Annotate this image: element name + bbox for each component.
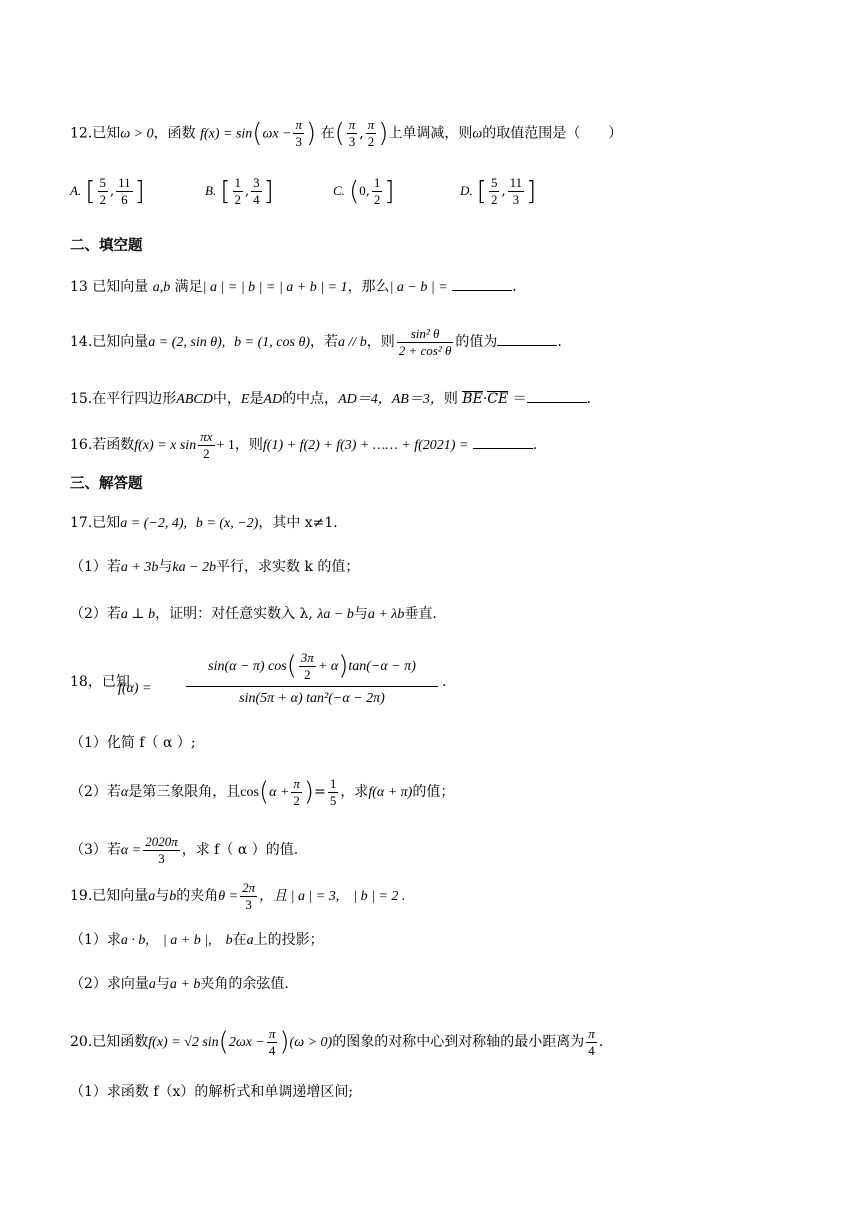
q18-denominator: sin(5π + α) tan²(−α − 2π) — [239, 691, 385, 706]
denominator: 2 — [99, 192, 106, 207]
q14-text2: ，若 — [309, 334, 338, 350]
q15-ad: AD — [263, 392, 283, 407]
bracket-right: ] — [384, 176, 395, 207]
question-18-part-3 — [70, 830, 800, 870]
q12-condition: ω > 0 — [120, 126, 154, 142]
q18-num-b: + α — [317, 659, 339, 674]
q18-p2-cos: cos — [240, 785, 259, 800]
denominator: 2 — [293, 792, 300, 808]
q13-text1: 13 已知向量 — [70, 279, 149, 295]
numerator: π — [367, 117, 375, 132]
q12-frac-pi3 — [293, 117, 304, 150]
q18-p2-frac — [291, 776, 302, 809]
q20-cond: (ω > 0) — [289, 1035, 333, 1050]
q17-p1-tail: 平行，求实数 k 的值； — [216, 559, 360, 575]
q17-p2-tail: 垂直. — [404, 606, 437, 622]
denominator: 3 — [348, 134, 356, 149]
q12-tail2: 的取值范围是（ ） — [482, 125, 623, 142]
paren-left: ( — [252, 118, 263, 149]
denominator: 2 + cos² θ — [398, 342, 452, 358]
q17-p2-expr: a ⊥ b — [120, 607, 156, 622]
q16-text1: 16.若函数 — [70, 437, 135, 453]
q19-head: 19.已知向量 — [70, 888, 149, 904]
denominator: 2 — [490, 192, 498, 207]
q17-p2-expr3: a + λb — [367, 607, 405, 622]
denominator: 3 — [512, 192, 520, 207]
choice-a[interactable]: A. [ $\frac{5}{2}$ , $\frac{11}{6}$ ] — [70, 175, 145, 207]
q19-p1-tail: 上的投影； — [253, 932, 324, 948]
q20-inner: 2ωx − — [228, 1035, 265, 1050]
q12-function: f(x) = sin — [200, 126, 253, 142]
q19-p1-mid: 在 — [232, 932, 247, 948]
question-19-part-2 — [70, 974, 800, 995]
q17-p2-mid: ，证明：对任意实数入 λ, — [155, 606, 313, 622]
q14-text1: 14.已知向量 — [70, 334, 149, 350]
q15-e: E — [240, 392, 250, 407]
q20-frac — [267, 1026, 278, 1059]
q13-text2: 满足 — [174, 279, 203, 295]
paren-left: ( — [334, 118, 345, 149]
bracket-left: ( — [349, 176, 360, 207]
q19-p2-a: a — [148, 977, 156, 992]
question-14 — [70, 322, 800, 362]
q19-p2-with: 与 — [155, 976, 170, 992]
q15-eq: ＝ — [512, 391, 527, 407]
choice-label: C. — [333, 183, 345, 198]
paren-right: ) — [279, 1027, 290, 1057]
paren-right: ) — [306, 118, 317, 149]
q14-text3: ，则 — [366, 334, 395, 350]
q17-vec-a: a = (−2, 4), — [120, 516, 187, 531]
frac — [508, 175, 525, 208]
q18-p3-alpha: α = — [120, 843, 142, 858]
numerator: 1 — [373, 175, 381, 190]
q13-end: . — [512, 279, 517, 295]
numerator: 11 — [509, 175, 523, 190]
question-19 — [70, 876, 800, 916]
numerator: 5 — [490, 175, 498, 190]
q15-text5: 则 — [443, 391, 458, 407]
choice-label: A. — [70, 183, 82, 198]
bracket-left: [ — [476, 176, 487, 207]
question-16 — [70, 425, 800, 465]
q17-p1-mid: 与 — [158, 559, 173, 575]
section-heading-solutions: 三、解答题 — [70, 476, 143, 492]
q18-p2-alpha: α — [120, 785, 129, 800]
q14-text4: 的值为 — [455, 334, 498, 350]
bracket-right: ] — [263, 176, 274, 207]
q12-frac-a — [347, 117, 358, 150]
numerator: 11 — [118, 175, 131, 190]
numerator: π — [295, 117, 302, 132]
q18-num-a: sin(α − π) cos — [208, 659, 287, 674]
q18-lhs: f(α) = — [118, 681, 152, 696]
denominator: 4 — [268, 1042, 276, 1058]
paren-left: ( — [218, 1027, 229, 1057]
numerator: 3 — [253, 175, 260, 190]
frac — [233, 175, 244, 208]
answer-blank[interactable] — [452, 276, 512, 291]
numerator: 2020π — [145, 833, 178, 849]
question-18-part-2 — [70, 772, 800, 812]
q18-p2-f: f(α + π) — [368, 785, 413, 800]
answer-blank[interactable] — [527, 388, 587, 403]
numerator: 3π — [300, 649, 314, 665]
q17-vec-b: b = (x, −2) — [195, 516, 259, 531]
answer-blank[interactable] — [497, 331, 557, 346]
q12-frac-b — [366, 117, 377, 150]
q18-numerator — [186, 646, 438, 687]
bracket-left: [ — [85, 176, 96, 207]
q12-mid: 在 — [320, 125, 335, 142]
q20-mid: 的图象的对称中心到对称轴的最小距离为 — [332, 1034, 585, 1050]
choice-c[interactable]: C. (0, $\frac{1}{2}$ ] — [333, 175, 395, 207]
q17-p1-expr1: a + 3b — [120, 560, 159, 575]
q15-end: . — [586, 391, 592, 407]
denominator: 3 — [295, 134, 302, 149]
q14-end: . — [557, 334, 562, 350]
paren-right: ) — [378, 118, 389, 149]
denominator: 3 — [158, 850, 165, 866]
q19-vec-a: a — [148, 889, 156, 904]
q18-p2-mid: 是第三象限角，且 — [128, 784, 241, 800]
q16-text2: ，则 — [234, 437, 263, 453]
choice-d[interactable]: D. [ $\frac{5}{2}$ , $\frac{11}{3}$ ] — [460, 175, 537, 207]
q19-p1: （1）求 — [70, 932, 121, 948]
q15-vec-ce: CE — [487, 391, 509, 407]
q19-p1-a: a — [246, 933, 254, 948]
numerator: 1 — [329, 775, 337, 791]
q16-sum: f(1) + f(2) + f(3) + …… + f(2021) = — [262, 438, 469, 453]
denominator: 2 — [203, 445, 210, 461]
q18-p2-tail2: 的值； — [412, 784, 455, 800]
q17-p1-lead: （1）若 — [70, 559, 121, 575]
q15-text1: 15.在平行四边形 — [70, 391, 177, 407]
q12-omega: ω — [472, 126, 483, 142]
q15-ab3: AB＝3， — [391, 392, 444, 407]
denominator: 4 — [588, 1042, 595, 1058]
q12-sep: ，函数 — [153, 125, 196, 142]
denominator: 2 — [304, 666, 311, 682]
choice-label: B. — [205, 183, 217, 198]
question-20 — [70, 1022, 800, 1062]
q19-p1-expr: a · b, | a + b |, b — [120, 933, 233, 948]
numerator: 5 — [99, 175, 106, 190]
choice-b[interactable]: B. [ $\frac{1}{2}$ , $\frac{3}{4}$ ] — [205, 175, 274, 207]
answer-blank[interactable] — [473, 434, 533, 449]
q16-fraction — [198, 429, 214, 462]
q18-num-c: tan(−α − π) — [348, 659, 416, 674]
question-13 — [70, 276, 800, 298]
q16-end: . — [532, 437, 538, 453]
denominator: 3 — [245, 896, 252, 912]
q20-frac2 — [586, 1026, 597, 1059]
q15-text3: 是 — [249, 391, 264, 407]
q19-theta: θ = — [218, 889, 239, 904]
q18-p2-lead: （2）若 — [70, 784, 121, 800]
q18-p2-tail1: ，求 — [340, 784, 369, 800]
q18-head: 18，已知 — [70, 674, 130, 690]
q18-p2-eq: = — [314, 784, 326, 800]
q17-p1-expr2: ka − 2b — [172, 560, 217, 575]
q15-abcd: ABCD — [176, 392, 213, 407]
q19-p2-tail: 夹角的余弦值. — [200, 976, 289, 992]
q14-vec-a: a = (2, sin θ), — [148, 335, 226, 350]
numerator: π — [348, 117, 356, 132]
q16-plus: + 1 — [216, 438, 235, 453]
q17-tail: ，其中 x≠1. — [258, 515, 338, 531]
bracket-right: ] — [526, 176, 537, 207]
question-19-part-1 — [70, 930, 800, 951]
paren-left: ( — [286, 651, 297, 681]
denominator: 4 — [253, 192, 260, 207]
frac — [489, 175, 500, 208]
denominator: 2 — [234, 192, 241, 207]
q18-p2-in: α + — [269, 785, 290, 800]
question-20-part-1: （1）求函数 f（x）的解析式和单调递增区间; — [70, 1084, 354, 1100]
question-18 — [70, 646, 800, 716]
q17-head: 17.已知 — [70, 515, 121, 531]
frac — [116, 175, 133, 208]
denominator: 2 — [367, 134, 375, 149]
q19-p2-expr: a + b — [169, 977, 201, 992]
bracket-left: [ — [220, 176, 231, 207]
q17-p2-expr2: λa − b — [317, 607, 354, 622]
numerator: π — [268, 1025, 276, 1041]
q13-text3: ，那么 — [347, 279, 390, 295]
q18-end: . — [442, 674, 447, 690]
question-17-part-2 — [70, 604, 800, 625]
q18-p3-frac — [143, 834, 180, 867]
q12-tail: 上单调减，则 — [388, 125, 473, 142]
q19-frac — [240, 880, 257, 913]
value: 0 — [359, 183, 366, 198]
numerator: 1 — [234, 175, 241, 190]
q15-vec-be: BE — [462, 391, 483, 407]
paren-right: ) — [338, 651, 349, 681]
frac — [98, 175, 109, 208]
q16-func: f(x) = x sin — [134, 438, 197, 453]
q20-end: . — [598, 1034, 604, 1050]
numerator: πx — [200, 428, 213, 444]
q17-p2-mid2: 与 — [353, 606, 368, 622]
q19-mid: 的夹角 — [176, 888, 219, 904]
numerator: π — [293, 775, 300, 791]
q15-text2: 中， — [212, 391, 241, 407]
q15-dot: · — [482, 391, 488, 407]
frac — [251, 175, 262, 208]
q20-head: 20.已知函数 — [70, 1034, 149, 1050]
bracket-right: ] — [134, 176, 145, 207]
numerator: 2π — [242, 879, 256, 895]
q18-p3-tail: ，求 f（ α ）的值. — [181, 842, 299, 858]
q15-ad4: AD＝4， — [338, 392, 392, 407]
q14-parallel: a // b — [337, 335, 367, 350]
q19-p2: （2）求向量 — [70, 976, 149, 992]
denominator: 2 — [373, 192, 381, 207]
numerator: π — [588, 1025, 595, 1041]
q18-p2-frac-15 — [328, 776, 339, 809]
question-17 — [70, 513, 800, 534]
frac — [372, 175, 383, 208]
paren-left: ( — [258, 777, 270, 807]
q18-big-fraction — [186, 646, 438, 711]
question-18-part-1: （1）化简 f（ α ）; — [70, 735, 196, 751]
q20-func: f(x) = √2 sin — [148, 1035, 219, 1050]
denominator: 5 — [329, 792, 337, 808]
numerator: sin² θ — [397, 326, 454, 343]
q14-fraction — [397, 326, 454, 359]
q19-vec-b: b — [169, 889, 177, 904]
q19-cond: ，且 | a | = 3, | b | = 2 . — [259, 889, 406, 904]
q17-p2-lead: （2）若 — [70, 606, 121, 622]
q14-vec-b: b = (1, cos θ) — [234, 335, 310, 350]
q12-func-inner: ωx − — [262, 126, 292, 142]
question-17-part-1 — [70, 557, 800, 578]
choice-label: D. — [460, 183, 473, 198]
q19-with: 与 — [155, 888, 170, 904]
q18-frac-3pi2 — [299, 650, 316, 683]
q13-ask: | a − b | = — [389, 280, 448, 295]
question-15 — [70, 388, 800, 410]
question-12: 12.已知ω > 0，函数 f(x) = sin(ωx − $\frac{\pi}{3}$ ) 在( $\frac{\pi}{3}$ , $\frac{\pi}{2}$ )上单调减，则ω的取值范围是（ ） — [70, 117, 623, 149]
q12-lead: 12.已知 — [70, 125, 121, 142]
q18-p3-lead: （3）若 — [70, 842, 121, 858]
q15-text4: 的中点， — [282, 391, 339, 407]
q13-vars: a,b — [152, 280, 171, 295]
section-heading-fill-blank: 二、填空题 — [70, 238, 143, 254]
q13-eq: | a | = | b | = | a + b | = 1 — [202, 280, 348, 295]
paren-right: ) — [303, 777, 315, 807]
denominator: 6 — [121, 192, 128, 207]
